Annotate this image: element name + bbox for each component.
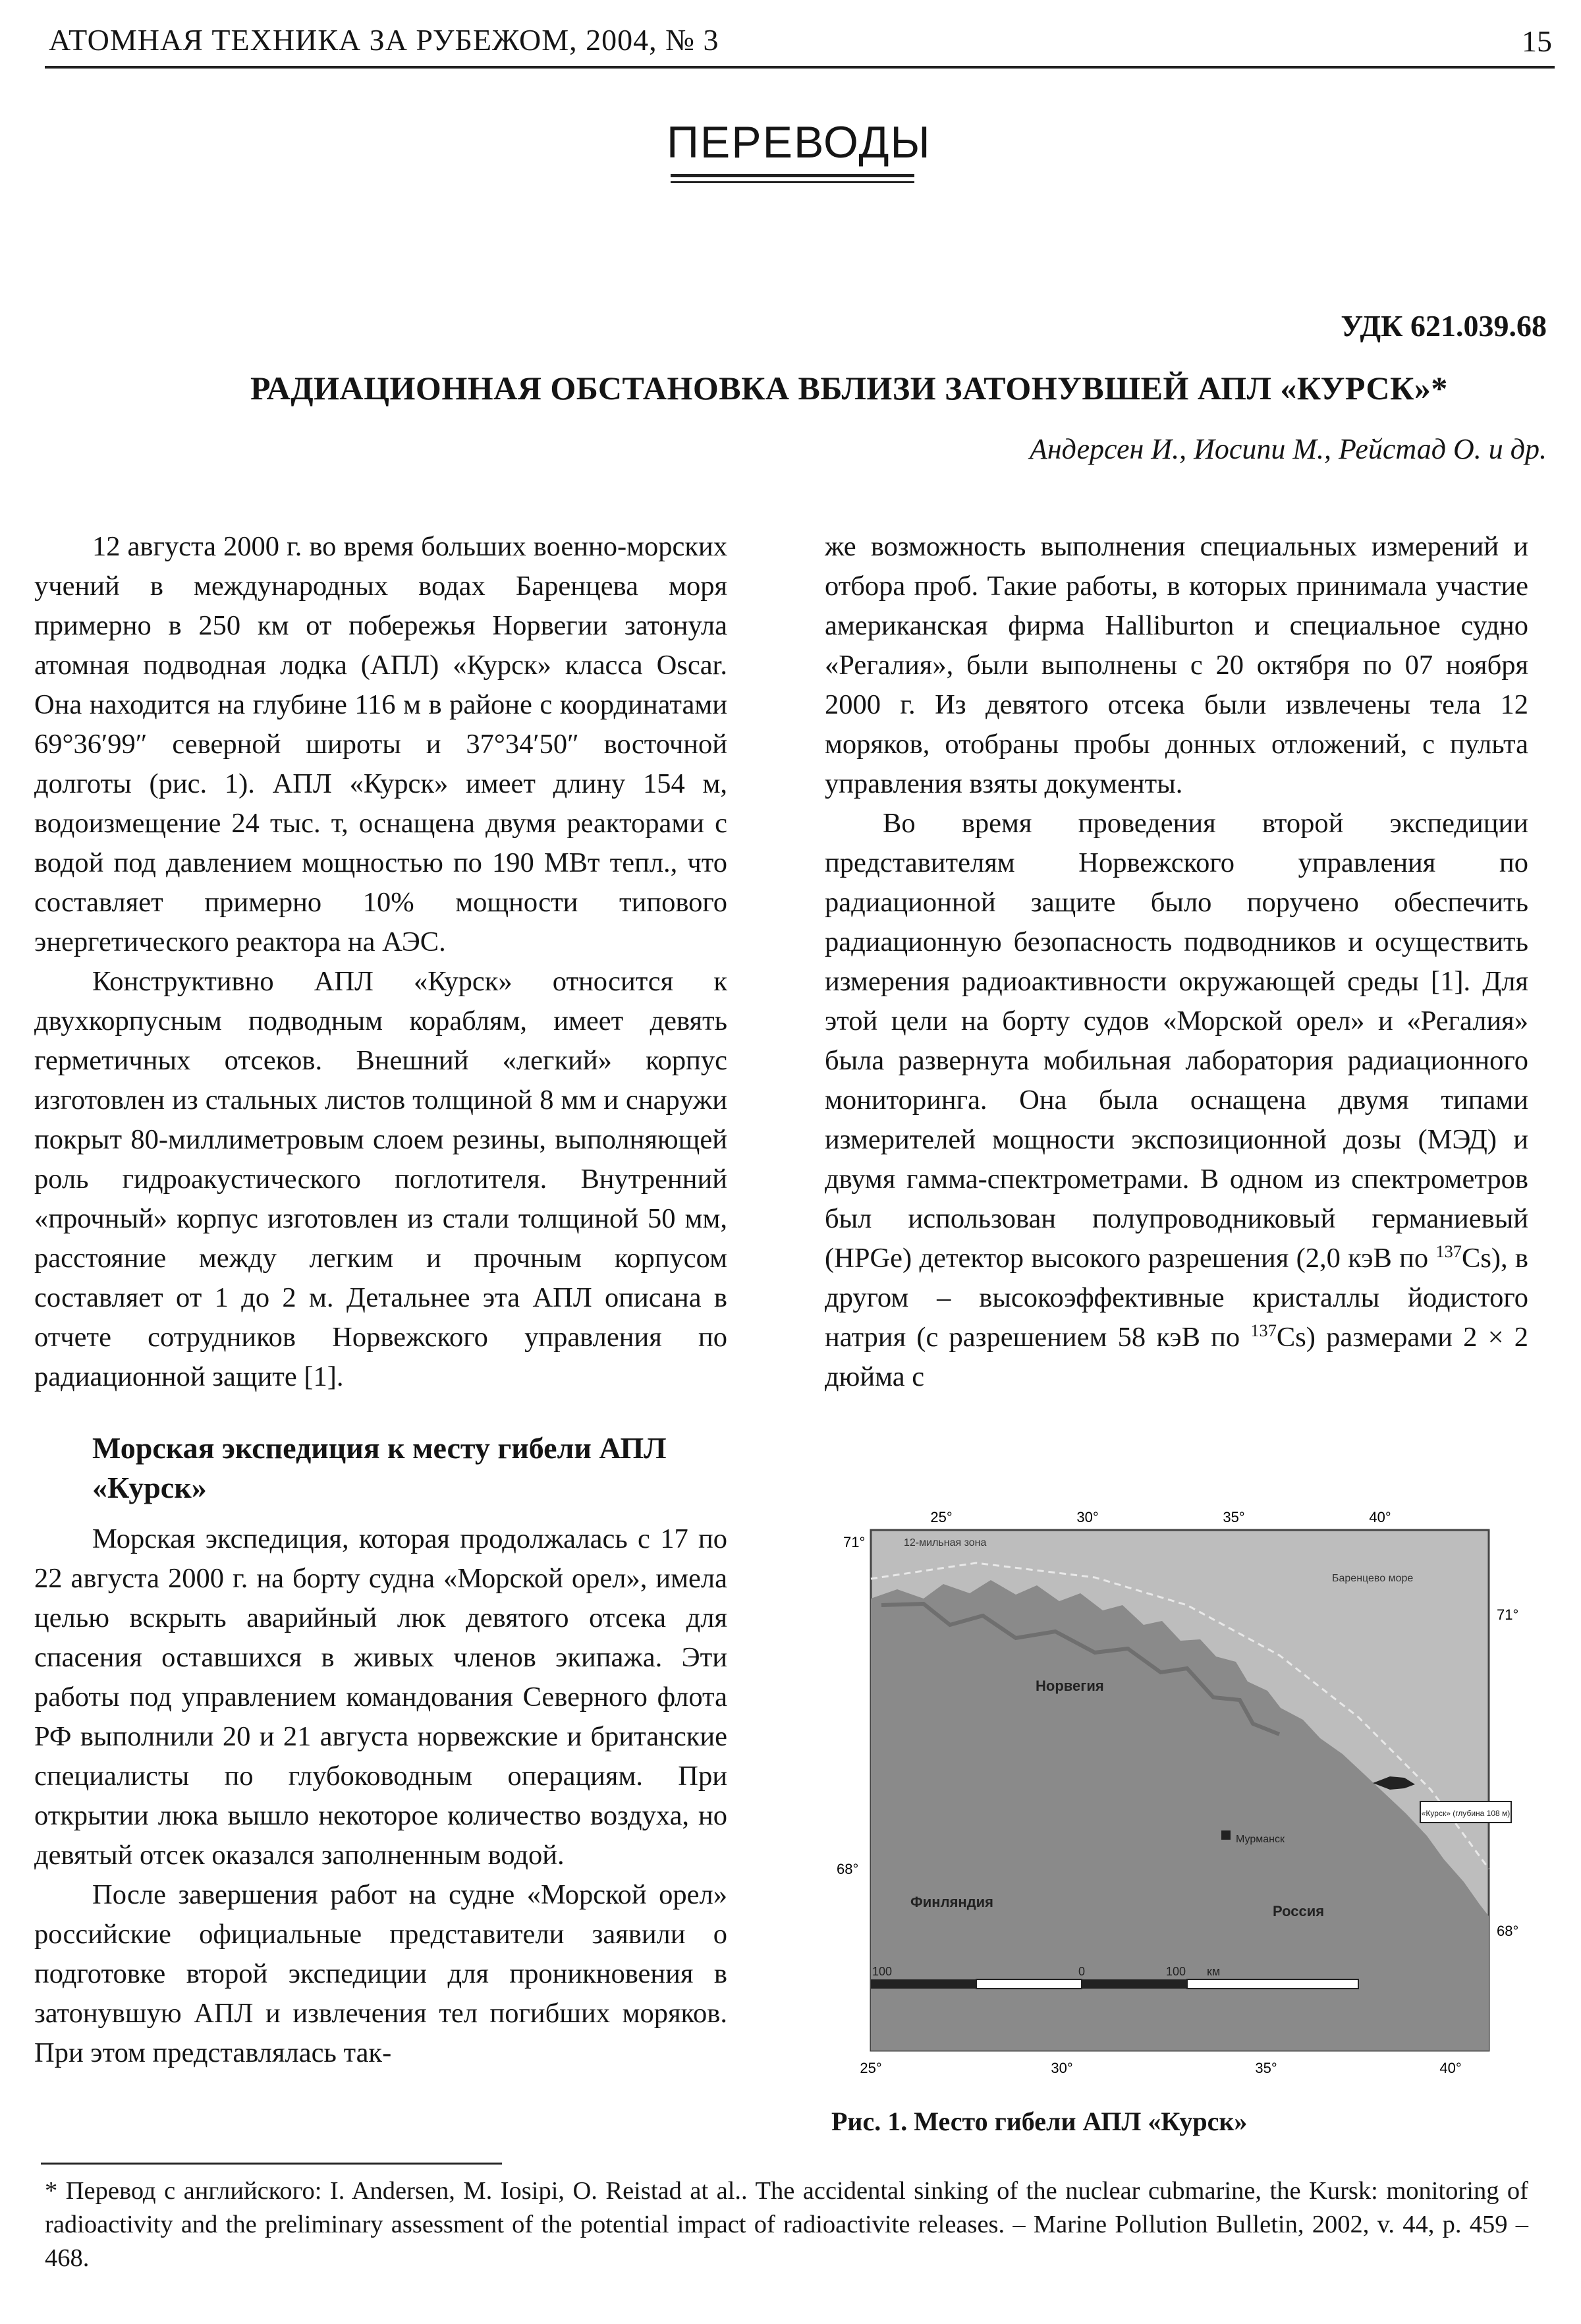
section-title: ПЕРЕВОДЫ — [667, 117, 931, 167]
text-run: Cs) размерами 2 × 2 дюйма с — [825, 1322, 1528, 1392]
running-header — [45, 17, 1555, 69]
paragraph: 12 августа 2000 г. во время больших военно-морских учений в международных водах Баренцева моря примерно в 250 км от побережья Норвегии затонула атомная подводная лодка (АПЛ) «Курск» класса Oscar. Она находится на глубине 116 м в районе с координатами 69°36′99″ северной широты и 37°34′50″ восточной долготы (рис. 1). АПЛ «Курск» имеет длину 154 м, водоизмещение 24 тыс. т, оснащена двумя реакторами с водой под давлением мощностью по 190 МВт тепл., что составляет примерно 10% мощности типового энергетического реактора на АЭС. — [34, 531, 727, 957]
scale-unit: км — [1207, 1965, 1221, 1978]
lon-label-bottom: 40° — [1439, 2060, 1462, 2076]
isotope-mass: 137 — [1435, 1241, 1462, 1261]
isotope-mass: 137 — [1250, 1320, 1277, 1340]
lat-label-left: 71° — [843, 1534, 866, 1550]
section-underline — [671, 174, 914, 183]
scale-label: 100 — [872, 1965, 893, 1978]
left-column — [34, 527, 727, 2073]
text-run: Во время проведения второй экспедиции представителям Норвежского управления по радиационной защите было поручено обеспечить радиационную безопасность подводников и осуществить измерения радиоактивности окружающей среды [1]. Для этой цели на борту судов «Морской орел» и «Регалия» была развернута мобильная лаборатория радиационного мониторинга. Она была оснащена двумя типами измерителей мощности экспозиционной дозы (МЭД) и двумя гамма-спектрометрами. В одном из спектрометров был использован полупроводниковый германиевый (HPGe) детектор высокого разрешения (2,0 кэВ по — [825, 808, 1528, 1274]
journal-title: АТОМНАЯ ТЕХНИКА ЗА РУБЕЖОМ, 2004, № 3 — [49, 23, 719, 57]
norway-label: Норвегия — [1036, 1678, 1104, 1694]
figure-caption: Рис. 1. Место гибели АПЛ «Курск» — [831, 2107, 1248, 2136]
footnote: * Перевод с английского: I. Andersen, M. Iosipi, O. Reistad at al.. The accidental sinking of the nuclear cubmarine, the Kursk: monitoring of radioactivity and the preliminary assessment of the potential impact of radioactivite releases. – Marine Pollution Bulletin, 2002, v. 44, p. 459 – 468. — [45, 2177, 1528, 2272]
udc-code: УДК 621.039.68 — [1341, 309, 1547, 343]
article-title: РАДИАЦИОННАЯ ОБСТАНОВКА ВБЛИЗИ ЗАТОНУВШЕЙ АПЛ «КУРСК»* — [250, 370, 1448, 407]
finland-label: Финляндия — [910, 1894, 994, 1910]
paragraph: же возможность выполнения специальных измерений и отбора проб. Такие работы, в которых принимала участие американская фирма Halliburton и специальное судно «Регалия», были выполнены с 20 октября по 07 ноября 2000 г. Из девятого отсека были извлечены тела 12 моряков, отобраны пробы донных отложений, с пульта управления взяты документы. — [825, 531, 1528, 799]
lon-label-bottom: 25° — [860, 2060, 882, 2076]
russia-label: Россия — [1273, 1903, 1325, 1919]
murmansk-label: Мурманск — [1236, 1834, 1285, 1845]
paragraph: После завершения работ на судне «Морской орел» российские официальные представители заявили о подготовке второй экспедиции для проникновения в затонувшую АПЛ и извлечения тел погибших моряков. При этом представлялась так- — [34, 1879, 727, 2068]
paragraph — [825, 804, 1528, 1397]
paragraph: Конструктивно АПЛ «Курск» относится к двухкорпусным подводным кораблям, имеет девять герметичных отсеков. Внешний «легкий» корпус изготовлен из стальных листов толщиной 8 мм и снаружи покрыт 80-миллиметровым слоем резины, выполняющей роль гидроакустического поглотителя. Внутренний «прочный» корпус изготовлен из стали толщиной 50 мм, расстояние между легким и прочным корпусом составляет от 1 до 2 м. Детальнее эта АПЛ описана в отчете сотрудников Норвежского управления по радиационной защите [1]. — [34, 966, 727, 1392]
scale-label: 0 — [1078, 1965, 1086, 1978]
lon-label-bottom: 30° — [1051, 2060, 1073, 2076]
scale-bar-light — [1187, 1979, 1358, 1989]
lat-label-right: 71° — [1497, 1606, 1519, 1623]
lat-label-right: 68° — [1497, 1923, 1519, 1939]
text-run: Cs), в другом – высокоэффективные кристаллы йодистого натрия (с разрешением 58 кэВ по — [825, 1243, 1528, 1353]
lon-label-top: 40° — [1369, 1509, 1391, 1525]
lon-label-top: 35° — [1223, 1509, 1245, 1525]
footnote-rule — [41, 2163, 502, 2165]
murmansk-marker — [1221, 1830, 1231, 1840]
page-number: 15 — [1522, 24, 1552, 58]
scale-label: 100 — [1166, 1965, 1186, 1978]
paragraph: Морская экспедиция, которая продолжалась с 17 по 22 августа 2000 г. на борту судна «Морской орел», имела целью вскрыть аварийный люк девятого отсека для спасения оставшихся в живых членов экипажа. Эти работы под управлением командования Северного флота РФ выполнили 20 и 21 августа норвежские и британские специалисты по глубоководным операциям. При открытии люка вышло некоторое количество воздуха, но девятый отсек оказался заполненным водой. — [34, 1523, 727, 1871]
lon-label-bottom: 35° — [1255, 2060, 1277, 2076]
scale-bar-dark — [871, 1979, 976, 1989]
sea-label: Баренцево море — [1332, 1573, 1414, 1584]
lat-label-left: 68° — [837, 1861, 859, 1877]
kursk-label: «Курск» (глубина 108 м) — [1421, 1809, 1511, 1818]
scale-bar-dark — [1082, 1979, 1187, 1989]
lon-label-top: 25° — [930, 1509, 953, 1525]
right-column — [825, 527, 1528, 1397]
article-authors: Андерсен И., Иосипи М., Рейстад О. и др. — [1029, 433, 1547, 465]
lon-label-top: 30° — [1076, 1509, 1099, 1525]
subheading: Морская экспедиция к месту гибели АПЛ «Курск» — [92, 1431, 667, 1504]
scale-bar-light — [976, 1979, 1082, 1989]
map-figure — [818, 1500, 1530, 2099]
zone-label: 12-мильная зона — [904, 1537, 987, 1548]
